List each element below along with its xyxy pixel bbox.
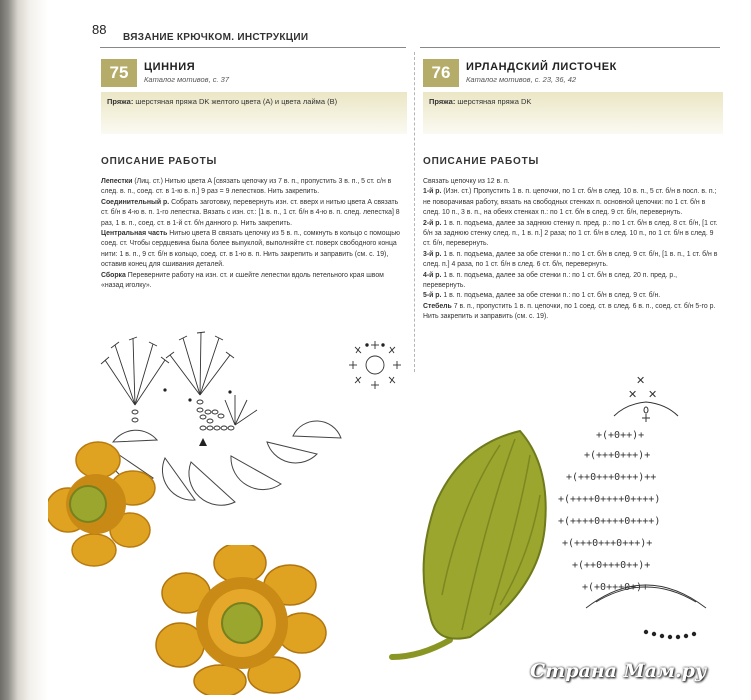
page-number: 88	[92, 22, 107, 37]
yarn-label: Пряжа:	[429, 97, 456, 106]
svg-text:+(++0+++0+++)++: +(++0+++0+++)++	[566, 472, 657, 483]
svg-text:+(++0+++0++)+: +(++0+++0++)+	[572, 560, 651, 571]
zinnia-flower-photo	[150, 545, 330, 695]
petal-stitch-fan-right	[225, 395, 257, 425]
instructions-right	[423, 177, 719, 323]
svg-text:+(+0++)+: +(+0++)+	[596, 430, 645, 441]
header-rule-left	[100, 47, 406, 48]
instruction-paragraph: 2-й р. 1 в. п. подъема, далее за заднюю стенку п. пред. р.: по 1 ст. б/н в след. 8 ст. б/н, [1 ст. б/н за заднюю стенку след. п., 1 в. п.] 2 раза; по 1 ст. б/н в след. 10 п., по 1 ст. б/н в след. 9 ст. б/н, перевернуть.	[423, 219, 718, 248]
instruction-paragraph: Сборка Переверните работу на изн. ст. и сшейте лепестки вдоль петельного края швом «назад иголку».	[101, 271, 384, 290]
instructions-left	[101, 177, 403, 291]
section-title-right: ОПИСАНИЕ РАБОТЫ	[423, 156, 540, 167]
column-divider	[414, 52, 416, 372]
leaf-stitch-chart	[556, 372, 736, 652]
instruction-paragraph: Связать цепочку из 12 в. п.	[423, 178, 510, 185]
instruction-paragraph: 1-й р. (Изн. ст.) Пропустить 1 в. п. цепочки, по 1 ст. б/н в след. 10 в. п., 5 ст. б/н в посл. в. п.; не поворачивая работу, вязать на свободных стенках п. основной цепочки: по 1 ст. б/н в след. 10 п., 3 в. п., на обеих стенках п.: по 1 ст. б/н в след. 9 ст. б/н, перевернуть.	[423, 188, 717, 217]
svg-text:+(+++0+++0+++)+: +(+++0+++0+++)+	[562, 538, 653, 549]
instruction-paragraph: 4-й р. 1 в. п. подъема, далее за обе стенки п.: по 1 ст. б/н в след. 20 п. пред. р., перевернуть.	[423, 271, 678, 290]
instruction-paragraph: Соединительный р. Собрать заготовку, перевернуть изн. ст. вверх и нитью цвета А связать ст. б/н в 4-ю в. п. 1-го лепестка. Вязать с изн. ст.: [1 в. п., 1 ст. б/н в 4-ю в. п. след. лепестка] 8 раз, 1 в. п., соед. ст. в 1-й ст. б/н данного р. Нить закрепить.	[101, 198, 400, 227]
svg-text:+(++++0++++0++++): +(++++0++++0++++)	[558, 516, 661, 527]
instruction-paragraph: Центральная часть Нитью цвета В связать цепочку из 5 в. п., сомкнуть в кольцо с помощью соед. ст. Чтобы сердцевина была более выпуклой, выполняйте ст. поверх свободного конца нити: 1 в. п., 9 ст. б/н в кольцо, соед. ст. в 1-ю в. п. Нить закрепить и заправить (см. с. 19), оставив конец для сшивания деталей.	[101, 230, 400, 269]
pattern-number-75: 75	[101, 59, 137, 87]
instruction-paragraph: 5-й р. 1 в. п. подъема, далее за обе стенки п.: по 1 ст. б/н в след. 9 ст. б/н.	[423, 292, 661, 300]
pattern-number-76: 76	[423, 59, 459, 87]
instruction-paragraph: Стебель 7 в. п., пропустить 1 в. п. цепочки, по 1 соед. ст. в след. 6 в. п., соед. ст. б/н 5-го р.	[423, 302, 716, 310]
yarn-label: Пряжа:	[107, 97, 134, 106]
watermark: Страна Мам.ру	[530, 660, 707, 682]
catalog-ref-left: Каталог мотивов, с. 37	[144, 75, 230, 84]
svg-text:✕: ✕	[636, 374, 646, 387]
svg-text:+(+0+++0+)+: +(+0+++0+)+	[582, 582, 649, 593]
section-title-left: ОПИСАНИЕ РАБОТЫ	[101, 156, 218, 167]
svg-text:✕: ✕	[648, 388, 658, 401]
running-head: ВЯЗАНИЕ КРЮЧКОМ. ИНСТРУКЦИИ	[123, 32, 309, 43]
yarn-box-left	[101, 92, 407, 134]
petal-stitch-fan-center	[166, 332, 234, 395]
chain-stitches	[132, 400, 234, 430]
instruction-paragraph: 3-й р. 1 в. п. подъема, далее за обе стенки п.: по 1 ст. б/н в след. 9 ст. б/н, [1 в. п., 1 ст. б/н в след. п.] 4 раза, по 1 ст. б/н в след. 6 ст. б/н, перевернуть.	[423, 250, 718, 269]
zinnia-flower-photo-partial	[48, 440, 158, 570]
instruction-paragraph: Нить закрепить и заправить (см. с. 19).	[423, 313, 549, 321]
yarn-text: шерстяная пряжа DK	[455, 97, 532, 106]
irish-leaf-photo	[380, 425, 565, 675]
pattern-title-irish-leaf: ИРЛАНДСКИЙ ЛИСТОЧЕК	[466, 61, 617, 73]
svg-text:+(++++0++++0++++): +(++++0++++0++++)	[558, 494, 661, 505]
header-rule-right	[420, 47, 720, 48]
catalog-ref-right: Каталог мотивов, с. 23, 36, 42	[466, 75, 577, 84]
yarn-text: шерстяная пряжа DK желтого цвета (А) и цвета лайма (В)	[133, 97, 338, 106]
svg-text:+(+++0+++)+: +(+++0+++)+	[584, 450, 651, 461]
book-spine	[0, 0, 48, 700]
instruction-paragraph: Лепестки (Лиц. ст.) Нитью цвета А [связать цепочку из 7 в. п., пропустить 3 в. п., 5 ст. с/н в след. в. п., соед. ст. в 1-ю в. п.] 9 раз = 9 лепестков. Нить закрепить.	[101, 178, 392, 196]
petal-stitch-fan-left	[101, 337, 169, 405]
zinnia-center-chart	[345, 335, 405, 395]
svg-text:✕: ✕	[628, 388, 638, 401]
yarn-box-right	[423, 92, 723, 134]
pattern-title-zinnia: ЦИННИЯ	[144, 61, 196, 73]
